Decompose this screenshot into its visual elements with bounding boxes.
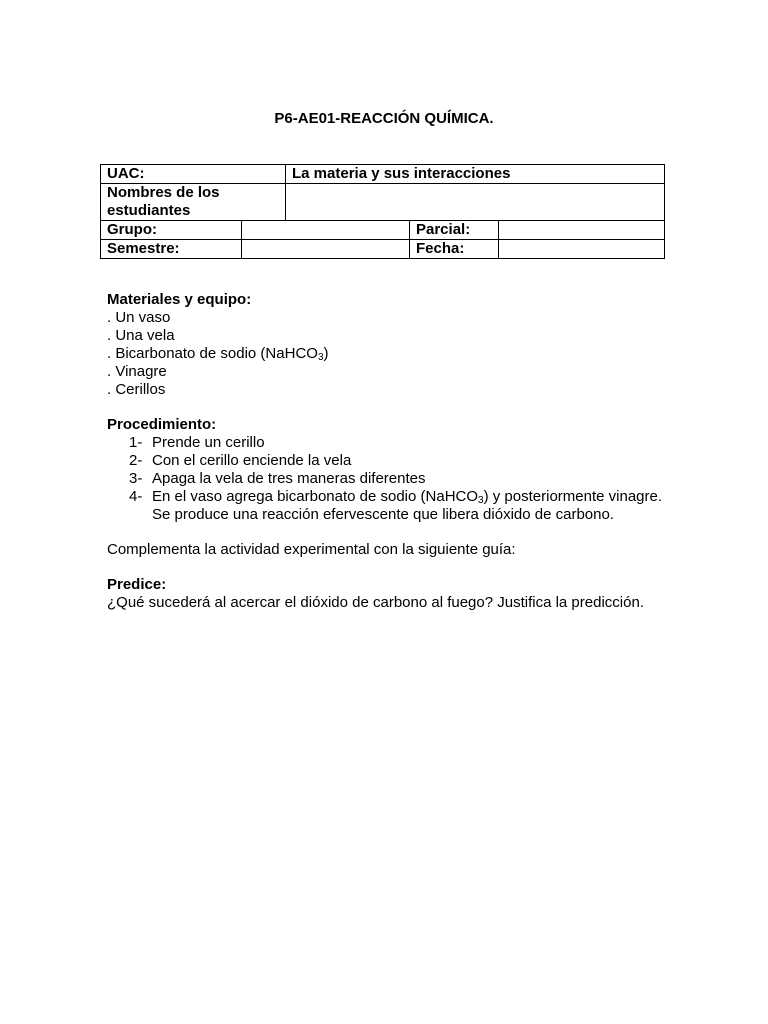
predice-heading: Predice: [107, 576, 167, 593]
procedimiento-step [107, 488, 667, 524]
parcial-field[interactable] [499, 221, 665, 240]
document-title: P6-AE01-REACCIÓN QUÍMICA. [274, 110, 494, 127]
step-number: 2- [129, 452, 143, 469]
step-number: 4- [129, 488, 143, 505]
materiales-heading: Materiales y equipo: [107, 291, 252, 308]
materiales-item: . Cerillos [107, 381, 166, 398]
materiales-item [107, 345, 667, 363]
fecha-field[interactable] [499, 240, 665, 259]
procedimiento-step [107, 452, 667, 470]
step-text-b: ) y posteriormente vinagre. Se produce una reacción efervescente que libera dióxido de carbono. [152, 488, 663, 523]
grupo-row [101, 221, 665, 240]
procedimiento-step [107, 434, 667, 452]
document-body [107, 291, 667, 612]
complementa-text: Complementa la actividad experimental con la siguiente guía: [107, 541, 516, 558]
fecha-label: Fecha: [410, 240, 499, 259]
parcial-label: Parcial: [410, 221, 499, 240]
grupo-field[interactable] [242, 221, 410, 240]
step-number: 1- [129, 434, 143, 451]
step-text: Con el cerillo enciende la vela [152, 452, 352, 469]
step-number: 3- [129, 470, 143, 487]
uac-row [101, 165, 665, 184]
nombres-field[interactable] [286, 184, 665, 221]
procedimiento-list [107, 434, 667, 524]
semestre-row [101, 240, 665, 259]
predice-question: ¿Qué sucederá al acercar el dióxido de carbono al fuego? Justifica la predicción. [107, 594, 644, 611]
formula-subscript: 3 [317, 352, 324, 363]
step-text: Prende un cerillo [152, 434, 265, 451]
materiales-item-text: . Bicarbonato de sodio (NaHCO [107, 345, 318, 362]
formula-close: ) [323, 345, 329, 362]
nombres-row [101, 184, 665, 221]
semestre-label: Semestre: [101, 240, 242, 259]
procedimiento-step [107, 470, 667, 488]
materiales-item: . Vinagre [107, 363, 167, 380]
uac-label: UAC: [101, 165, 286, 184]
step-text-a: En el vaso agrega bicarbonato de sodio (NaHCO [152, 488, 479, 505]
step-text: Apaga la vela de tres maneras diferentes [152, 470, 426, 487]
uac-value: La materia y sus interacciones [286, 165, 665, 184]
step-text [152, 488, 667, 524]
materiales-item: . Un vaso [107, 309, 171, 326]
formula-subscript: 3 [478, 495, 484, 506]
info-table [100, 164, 665, 259]
nombres-label: Nombres de los estudiantes [101, 184, 286, 221]
materiales-item: . Una vela [107, 327, 175, 344]
procedimiento-heading: Procedimiento: [107, 416, 217, 433]
grupo-label: Grupo: [101, 221, 242, 240]
semestre-field[interactable] [242, 240, 410, 259]
